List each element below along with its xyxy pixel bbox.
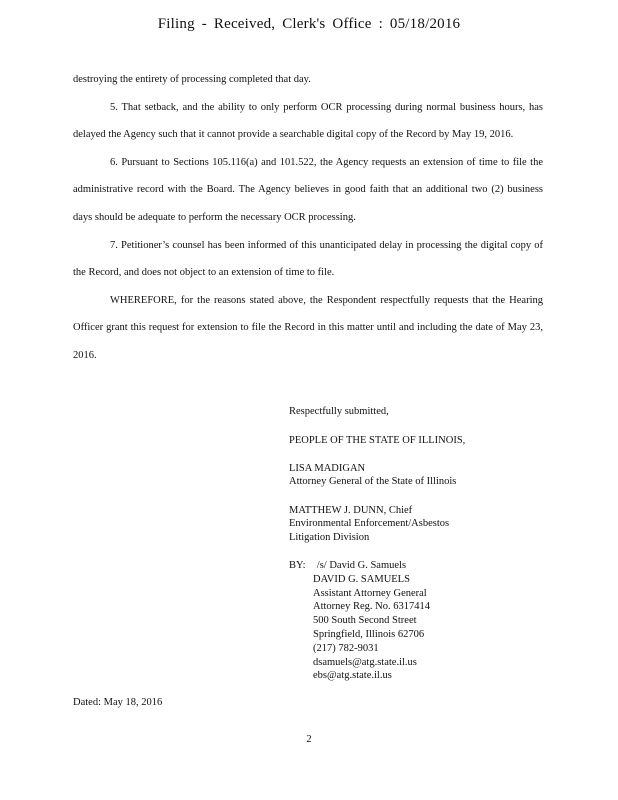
email-primary: dsamuels@atg.state.il.us	[313, 656, 417, 668]
chief-block	[289, 504, 449, 544]
filing-header: Filing - Received, Clerk's Office : 05/18/2016	[157, 16, 461, 32]
closing-text: Respectfully submitted,	[289, 406, 389, 417]
attorney-general-title: Attorney General of the State of Illinois	[289, 476, 457, 488]
attorney-name: DAVID G. SAMUELS	[313, 573, 410, 585]
email-secondary: ebs@atg.state.il.us	[313, 670, 392, 682]
electronic-signature: /s/ David G. Samuels	[316, 560, 407, 571]
signatory-details	[289, 573, 430, 683]
paragraph-wherefore: WHEREFORE, for the reasons stated above, the Respondent respectfully requests that the Hearing Officer grant this request for extension to file the Record in this matter until and including the date of May 23, 2016.	[73, 294, 543, 361]
chief-division-line1: Environmental Enforcement/Asbestos	[289, 518, 450, 530]
attorney-title: Assistant Attorney General	[313, 587, 427, 599]
phone-number: (217) 782-9031	[313, 642, 379, 654]
closing-line	[289, 405, 389, 418]
paragraph-6: 6. Pursuant to Sections 105.116(a) and 101.522, the Agency requests an extension of time to file the administrative record with the Board. The Agency believes in good faith that an additional two (2) business days should be adequate to perform the necessary OCR processing.	[73, 156, 543, 223]
by-line	[289, 559, 430, 573]
by-label: BY:	[289, 560, 306, 571]
signatory-block	[289, 559, 430, 683]
paragraph-7: 7. Petitioner’s counsel has been informed of this unanticipated delay in processing the digital copy of the Record, and does not object to an extension of time to file.	[73, 239, 543, 279]
attorney-registration: Attorney Reg. No. 6317414	[313, 601, 430, 613]
attorney-general-block	[289, 462, 456, 489]
page-number: 2	[306, 734, 312, 745]
paragraph-5: 5. That setback, and the ability to only perform OCR processing during normal business hours, has delayed the Agency such that it cannot provide a searchable digital copy of the Record by May 19, 2016.	[73, 101, 543, 141]
document-body	[73, 66, 543, 370]
chief-name: MATTHEW J. DUNN, Chief	[289, 505, 413, 516]
dated-line: Dated: May 18, 2016	[73, 697, 163, 708]
attorney-general-name: LISA MADIGAN	[289, 463, 366, 474]
chief-division-line2: Litigation Division	[289, 531, 370, 543]
paragraph-continuation: destroying the entirety of processing completed that day.	[73, 74, 311, 85]
party-block	[289, 434, 465, 447]
party-name: PEOPLE OF THE STATE OF ILLINOIS,	[289, 435, 466, 446]
address-city: Springfield, Illinois 62706	[313, 628, 425, 640]
address-street: 500 South Second Street	[313, 615, 417, 627]
